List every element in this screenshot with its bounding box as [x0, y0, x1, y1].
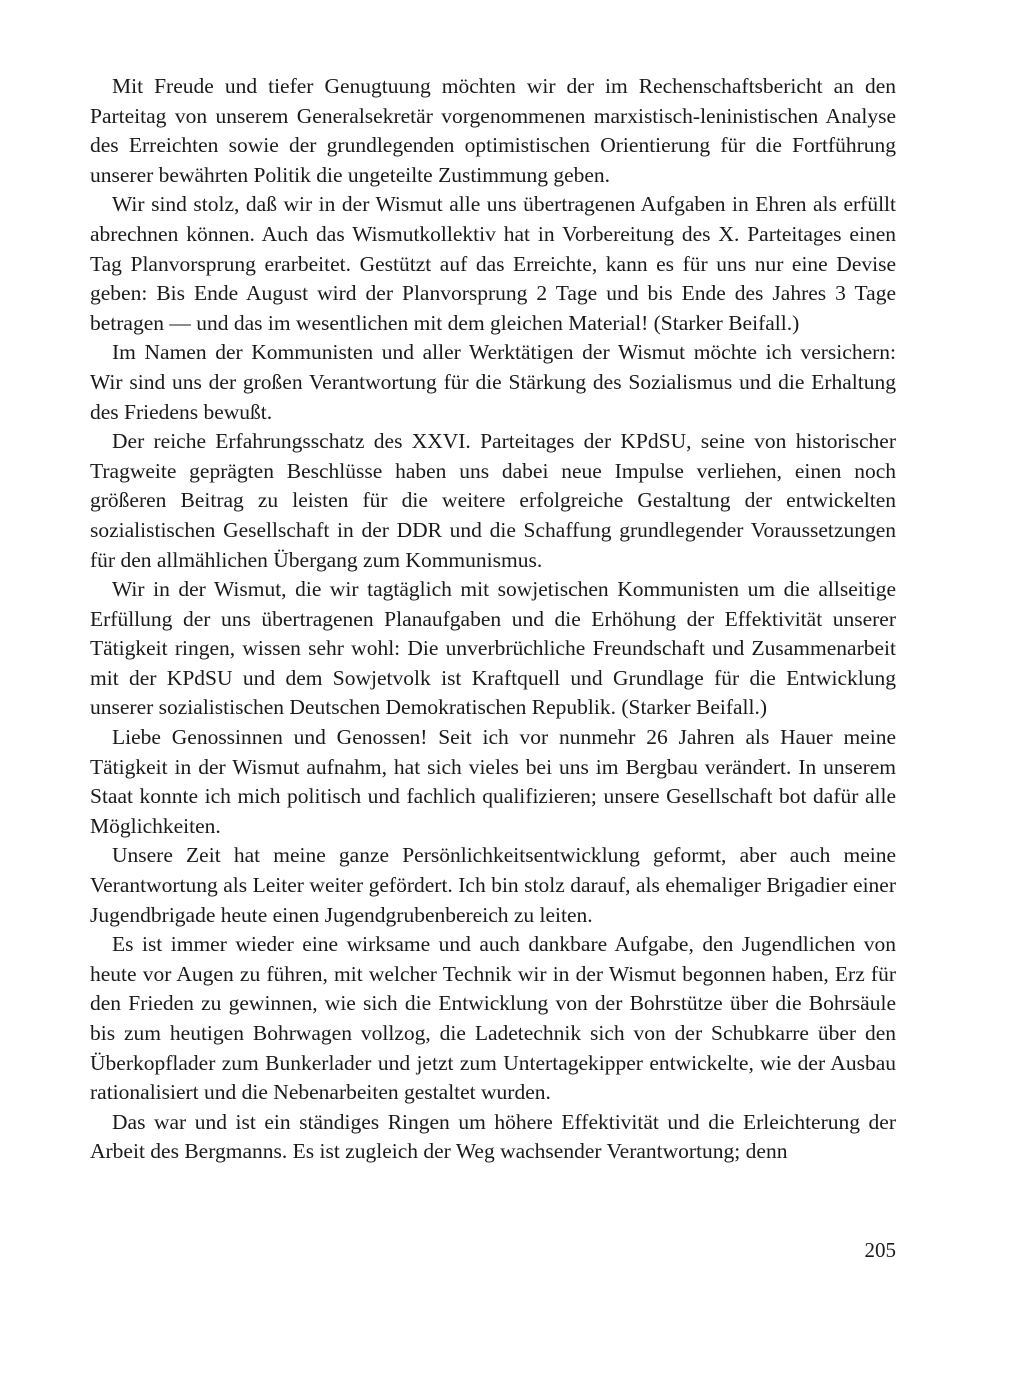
body-text — [90, 72, 896, 1167]
paragraph-1: Mit Freude und tiefer Genugtuung möchten wir der im Rechenschaftsbericht an den Parteitag von unserem Generalsekretär vorgenommenen marxistisch-leninistischen Analyse des Erreichten sowie der grundlegenden optimistischen Orientierung für die Fortführung unserer bewährten Politik die ungeteilte Zustimmung geben. — [90, 74, 896, 187]
paragraph-2: Wir sind stolz, daß wir in der Wismut alle uns übertragenen Aufgaben in Ehren als erfüllt abrechnen können. Auch das Wismutkollektiv hat in Vorbereitung des X. Parteitages einen Tag Planvorsprung erarbeitet. Gestützt auf das Erreichte, kann es für uns nur eine Devise geben: Bis Ende August wird der Planvorsprung 2 Tage und bis Ende des Jahres 3 Tage betragen — und das im wesentlichen mit dem gleichen Material! (Starker Beifall.) — [90, 192, 896, 335]
paragraph-9: Das war und ist ein ständiges Ringen um höhere Effektivität und die Erleichterung der Arbeit des Bergmanns. Es ist zugleich der Weg wachsender Verantwortung; denn — [90, 1109, 896, 1164]
paragraph-4: Der reiche Erfahrungsschatz des XXVI. Parteitages der KPdSU, seine von historischer Tragweite geprägten Beschlüsse haben uns dabei neue Impulse verliehen, einen noch größeren Beitrag zu leisten für die weitere erfolgreiche Gestaltung der entwickelten sozialistischen Gesellschaft in der DDR und die Schaffung grundlegender Voraussetzungen für den allmählichen Übergang zum Kommunismus. — [90, 429, 896, 572]
paragraph-8: Es ist immer wieder eine wirksame und auch dankbare Aufgabe, den Jugendlichen von heute vor Augen zu führen, mit welcher Technik wir in der Wismut begonnen haben, Erz für den Frieden zu gewinnen, wie sich die Entwicklung von der Bohrstütze über die Bohrsäule bis zum heutigen Bohrwagen vollzog, die Ladetechnik sich von der Schubkarre über den Überkopflader zum Bunkerlader und jetzt zum Untertagekipper entwickelte, wie der Ausbau rationalisiert und die Nebenarbeiten gestaltet wurden. — [90, 932, 896, 1105]
paragraph-5: Wir in der Wismut, die wir tagtäglich mit sowjetischen Kommunisten um die allseitige Erfüllung der uns übertragenen Planaufgaben und die Erhöhung der Effektivität unserer Tätigkeit ringen, wissen sehr wohl: Die unverbrüchliche Freundschaft und Zusammenarbeit mit der KPdSU und dem Sowjetvolk ist Kraftquell und Grundlage für die Entwicklung unserer sozialistischen Deutschen Demokratischen Republik. (Starker Beifall.) — [90, 577, 896, 720]
paragraph-7: Unsere Zeit hat meine ganze Persönlichkeitsentwicklung geformt, aber auch meine Verantwortung als Leiter weiter gefördert. Ich bin stolz darauf, als ehemaliger Brigadier einer Jugendbrigade heute einen Jugendgrubenbereich zu leiten. — [90, 843, 896, 927]
paragraph-3: Im Namen der Kommunisten und aller Werktätigen der Wismut möchte ich versichern: Wir sind uns der großen Verantwortung für die Stärkung des Sozialismus und die Erhaltung des Friedens bewußt. — [90, 340, 896, 424]
paragraph-6: Liebe Genossinnen und Genossen! Seit ich vor nunmehr 26 Jahren als Hauer meine Tätigkeit in der Wismut aufnahm, hat sich vieles bei uns im Bergbau verändert. In unserem Staat konnte ich mich politisch und fachlich qualifizieren; unsere Gesellschaft bot dafür alle Möglichkeiten. — [90, 725, 896, 838]
page-number: 205 — [864, 1238, 896, 1262]
